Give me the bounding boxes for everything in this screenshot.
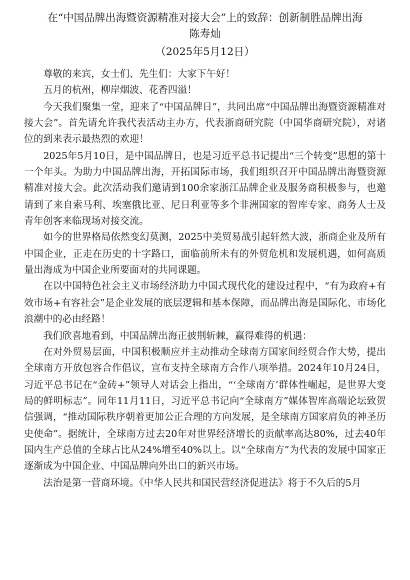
paragraph-scene: 五月的杭州，柳岸烟波、花香四溢！ <box>43 85 197 97</box>
paragraph-foreign-trade: 在对外贸易层面，中国积极顺应并主动推动全球南方国家间经贸合作大势，提出全球南方开放包容合作倡议，宣布支持全球南方合作八项举措。2024年10月24日，习近平总书记在“金砖+”领导人对话会上指出，“‘全球南方’群体性崛起，是世界大变局的鲜明标志”。同年11月11日，习近平总书记向“全球南方”媒体智库高端论坛致贺信强调，“推动国际秩序朝着更加公正合理的方向发展，是全球南方国家肩负的神圣历史使命”。据统计，全球南方过去20年对世界经济增长的贡献率高达80%，过去40年国内生产总值的全球占比从24%增至40%以上。以“全球南方”为代表的发展中国家正逐渐成为中国企业、中国品牌向外出口的新兴市场。 <box>24 346 386 473</box>
paragraph-world-situation: 如今的世界格局依然变幻莫测，2025中美贸易战引起轩然大波，浙商企业及所有中国企业，正走在历史的十字路口，面临前所未有的外贸危机和发展机遇，如何高质量出海成为中国企业所要面对的共同课题。 <box>24 232 386 277</box>
paragraph-market-economy: 在以中国特色社会主义市场经济助力中国式现代化的建设过程中，“有为政府+有效市场+有容社会”是企业发展的底层逻辑和基本保障，而品牌出海是国际化、市场化浪潮中的必由经路！ <box>24 281 386 326</box>
document-body <box>24 67 386 492</box>
document-author: 陈寿灿 <box>189 28 221 40</box>
document-date: （2025年5月12日） <box>155 46 255 58</box>
paragraph-greeting: 尊敬的来宾，女士们、先生们：大家下午好！ <box>43 69 236 80</box>
paragraph-opportunities: 我们欣喜地看到，中国品牌出海正披荆斩棘，赢得难得的机遇： <box>43 330 312 342</box>
paragraph-event-intro: 2025年5月10日，是中国品牌日，也是习近平总书记提出“三个转变”思想的第十一个年头。为助力中国品牌出海，开拓国际市场，我们组织召开中国品牌出海暨资源精准对接大会。此次活动我们邀请到100余家浙江品牌企业及服务商积极参与，也邀请到了来自索马利、埃塞俄比亚、尼日利亚等多个非洲国家的智库专家、商务人士及青年创客来临现场对接交流。 <box>24 150 386 228</box>
document-title: 在“中国品牌出海暨资源精准对接大会”上的致辞：创新制胜品牌出海 <box>47 12 363 24</box>
paragraph-welcome: 今天我们聚集一堂，迎来了“中国品牌日”，共同出席“中国品牌出海暨资源精准对接大会”。首先请允许我代表活动主办方，代表浙商研究院（中国华商研究院），对诸位的到来表示最热烈的欢迎！ <box>24 101 386 146</box>
paragraph-rule-of-law: 法治是第一营商环境。《中华人民共和国民营经济促进法》将于不久后的5月 <box>43 477 362 489</box>
document-header <box>24 10 386 60</box>
